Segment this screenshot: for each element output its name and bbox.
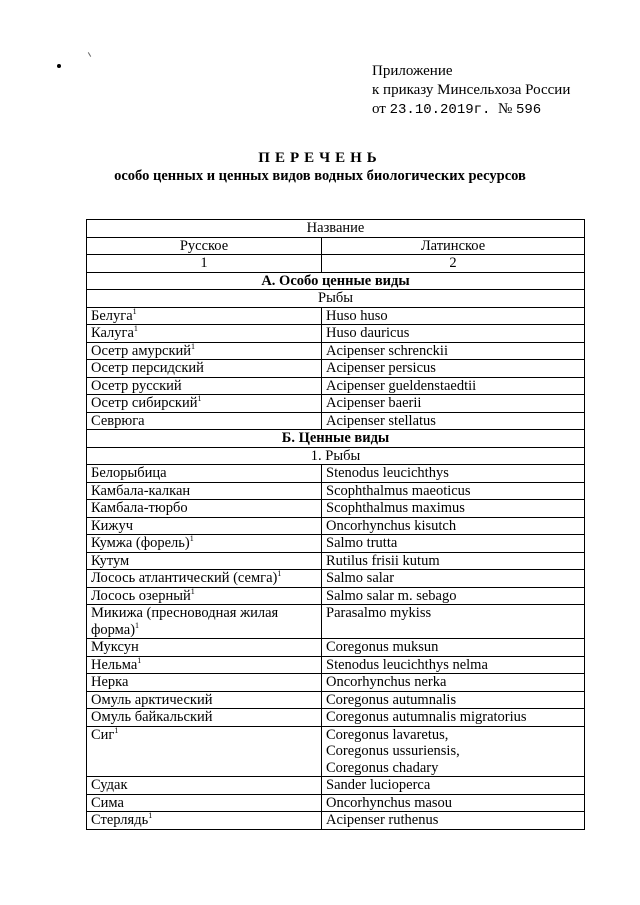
species-latin-name: Salmo trutta: [326, 535, 398, 551]
species-latin-cell: [322, 465, 585, 483]
table-row: [87, 639, 585, 657]
table-row: [87, 360, 585, 378]
table-row: [87, 465, 585, 483]
table-row: [87, 377, 585, 395]
species-latin-name: Oncorhynchus kisutch: [326, 517, 457, 534]
table-row: [87, 777, 585, 795]
species-russian-name: Камбала-калкан: [91, 482, 191, 499]
species-latin-name: Huso dauricus: [326, 325, 410, 341]
species-russian-name: Микижа (пресноводная жилая форма): [91, 605, 279, 638]
species-russian-name: Лосось атлантический (семга): [91, 570, 278, 586]
table-row: [87, 535, 585, 553]
species-russian-name: Белуга: [91, 307, 133, 324]
table-row: [87, 794, 585, 812]
section-row: [87, 430, 585, 448]
species-latin-cell: [322, 674, 585, 692]
species-latin-name: Huso huso: [326, 307, 388, 324]
species-latin-name: Sander lucioperca: [326, 777, 431, 793]
species-latin-name: Scophthalmus maximus: [326, 500, 465, 516]
appendix-date-line: [372, 100, 570, 120]
species-latin-cell: [322, 587, 585, 605]
appendix-line: Приложение: [372, 63, 453, 79]
order-number: 596: [516, 102, 542, 118]
species-russian-cell: [87, 535, 322, 553]
species-latin-name: Oncorhynchus masou: [326, 794, 453, 811]
species-russian-cell: [87, 482, 322, 500]
species-latin-name: Coregonus muksun: [326, 639, 439, 655]
species-latin-cell: [322, 535, 585, 553]
species-russian-cell: [87, 639, 322, 657]
species-russian-cell: [87, 377, 322, 395]
species-russian-cell: [87, 465, 322, 483]
species-russian-cell: [87, 517, 322, 535]
species-russian-cell: [87, 500, 322, 518]
species-russian-name: Белорыбица: [91, 465, 167, 481]
species-latin-name: Salmo salar m. sebago: [326, 587, 457, 604]
species-latin-cell: [322, 360, 585, 378]
species-latin-name: Coregonus autumnalis migratorius: [326, 709, 527, 725]
subsection-row: [87, 447, 585, 465]
species-latin-cell: [322, 639, 585, 657]
species-latin-cell: [322, 656, 585, 674]
table-row: [87, 674, 585, 692]
species-russian-name: Судак: [91, 777, 128, 793]
table-header-row: [87, 237, 585, 255]
species-latin-name: Acipenser schrenckii: [326, 342, 448, 359]
species-latin-cell: [322, 605, 585, 639]
species-russian-cell: [87, 342, 322, 360]
species-latin-name: Acipenser gueldenstaedtii: [326, 377, 477, 394]
table-row: [87, 570, 585, 588]
species-russian-cell: [87, 412, 322, 430]
species-latin-cell: [322, 377, 585, 395]
subsection-row: [87, 290, 585, 308]
species-russian-cell: [87, 325, 322, 343]
subsection-title: Рыбы: [87, 290, 585, 308]
species-latin-name: Acipenser ruthenus: [326, 812, 439, 828]
species-russian-cell: [87, 570, 322, 588]
table-row: [87, 500, 585, 518]
species-russian-cell: [87, 674, 322, 692]
species-latin-name: Stenodus leucichthys nelma: [326, 656, 488, 673]
section-title: А. Особо ценные виды: [87, 272, 585, 290]
footnote-mark: 1: [189, 534, 194, 543]
species-russian-cell: [87, 726, 322, 777]
species-russian-name: Камбала-тюрбо: [91, 500, 188, 516]
species-russian-cell: [87, 360, 322, 378]
species-russian-name: Сиг: [91, 726, 115, 743]
species-latin-cell: [322, 395, 585, 413]
appendix-line: к приказу Минсельхоза России: [372, 82, 571, 98]
header-latin: Латинское: [322, 237, 585, 255]
species-russian-cell: [87, 587, 322, 605]
species-russian-name: Кутум: [91, 552, 130, 569]
species-latin-cell: [322, 794, 585, 812]
species-latin-name: Coregonus ussuriensis,: [326, 743, 460, 759]
header-name: Название: [87, 220, 585, 238]
species-russian-name: Осетр сибирский: [91, 395, 198, 411]
table-row: [87, 395, 585, 413]
table-number-row: [87, 255, 585, 273]
species-russian-cell: [87, 307, 322, 325]
species-russian-cell: [87, 656, 322, 674]
footnote-mark: 1: [137, 655, 142, 665]
document-subtitle: особо ценных и ценных видов водных биологических ресурсов: [114, 168, 526, 184]
column-number: 1: [87, 255, 322, 273]
species-russian-name: Стерлядь: [91, 812, 149, 828]
species-russian-name: Сима: [91, 794, 124, 811]
species-latin-cell: [322, 517, 585, 535]
species-latin-name: Salmo salar: [326, 570, 395, 586]
species-latin-cell: [322, 500, 585, 518]
table-row: [87, 587, 585, 605]
header-russian: Русское: [87, 237, 322, 255]
species-latin-name: Coregonus lavaretus,: [326, 726, 449, 743]
footnote-mark: 1: [132, 306, 137, 316]
species-russian-name: Осетр амурский: [91, 342, 192, 359]
section-title: Б. Ценные виды: [87, 430, 585, 448]
species-latin-name: Stenodus leucichthys: [326, 465, 449, 481]
species-russian-name: Лосось озерный: [91, 587, 191, 604]
table-row: [87, 656, 585, 674]
footnote-mark: 1: [135, 620, 140, 630]
species-russian-cell: [87, 812, 322, 830]
number-sign: №: [497, 101, 513, 117]
species-russian-name: Кумжа (форель): [91, 535, 190, 551]
species-latin-name: Scophthalmus maeoticus: [326, 482, 471, 499]
table-row: [87, 412, 585, 430]
species-latin-cell: [322, 726, 585, 777]
species-russian-name: Нерка: [91, 674, 129, 690]
species-latin-cell: [322, 412, 585, 430]
footnote-mark: 1: [191, 341, 196, 351]
species-latin-name: Parasalmo mykiss: [326, 605, 432, 621]
species-latin-cell: [322, 777, 585, 795]
footnote-mark: 1: [277, 569, 282, 578]
table-row: [87, 517, 585, 535]
scan-mark: [88, 52, 91, 57]
footnote-mark: 1: [197, 394, 202, 403]
appendix-prefix: от: [372, 101, 390, 117]
species-russian-cell: [87, 605, 322, 639]
species-russian-name: Осетр русский: [91, 377, 182, 394]
table-row: [87, 552, 585, 570]
species-latin-cell: [322, 552, 585, 570]
species-table: [86, 219, 585, 830]
subsection-title: 1. Рыбы: [87, 447, 585, 465]
species-latin-cell: [322, 325, 585, 343]
species-latin-cell: [322, 307, 585, 325]
species-latin-cell: [322, 709, 585, 727]
table-row: [87, 307, 585, 325]
table-row: [87, 726, 585, 777]
species-russian-cell: [87, 395, 322, 413]
species-russian-name: Нельма: [91, 656, 138, 673]
table-row: [87, 342, 585, 360]
species-latin-name: Acipenser baerii: [326, 395, 422, 411]
footnote-mark: 1: [190, 586, 195, 596]
species-latin-name: Oncorhynchus nerka: [326, 674, 447, 690]
table-row: [87, 482, 585, 500]
footnote-mark: 1: [114, 725, 119, 735]
species-russian-name: Калуга: [91, 325, 134, 341]
species-russian-cell: [87, 691, 322, 709]
table-row: [87, 691, 585, 709]
document-title: ПЕРЕЧЕНЬ: [258, 150, 382, 166]
species-latin-cell: [322, 342, 585, 360]
species-latin-cell: [322, 570, 585, 588]
appendix-block: [372, 62, 570, 120]
species-latin-name: Rutilus frisii kutum: [326, 552, 440, 569]
species-latin-cell: [322, 482, 585, 500]
table-row: [87, 605, 585, 639]
order-date: 23.10.2019г.: [389, 102, 491, 118]
species-russian-cell: [87, 794, 322, 812]
species-russian-name: Кижуч: [91, 517, 133, 534]
table-row: [87, 812, 585, 830]
species-latin-name: Acipenser persicus: [326, 360, 436, 376]
species-russian-cell: [87, 709, 322, 727]
table-row: [87, 709, 585, 727]
footnote-mark: 1: [148, 811, 153, 820]
species-russian-name: Севрюга: [91, 412, 145, 429]
species-russian-name: Муксун: [91, 639, 139, 655]
scan-mark: [57, 64, 61, 68]
species-latin-name: Acipenser stellatus: [326, 412, 436, 429]
species-latin-cell: [322, 812, 585, 830]
table-row: [87, 325, 585, 343]
species-latin-cell: [322, 691, 585, 709]
table-header-row: [87, 220, 585, 238]
species-russian-name: Омуль арктический: [91, 691, 213, 708]
species-russian-cell: [87, 552, 322, 570]
species-russian-name: Омуль байкальский: [91, 709, 213, 725]
species-latin-name: Coregonus autumnalis: [326, 691, 457, 708]
species-russian-name: Осетр персидский: [91, 360, 204, 376]
column-number: 2: [322, 255, 585, 273]
footnote-mark: 1: [133, 324, 138, 333]
section-row: [87, 272, 585, 290]
species-russian-cell: [87, 777, 322, 795]
species-latin-name: Coregonus chadary: [326, 759, 439, 776]
